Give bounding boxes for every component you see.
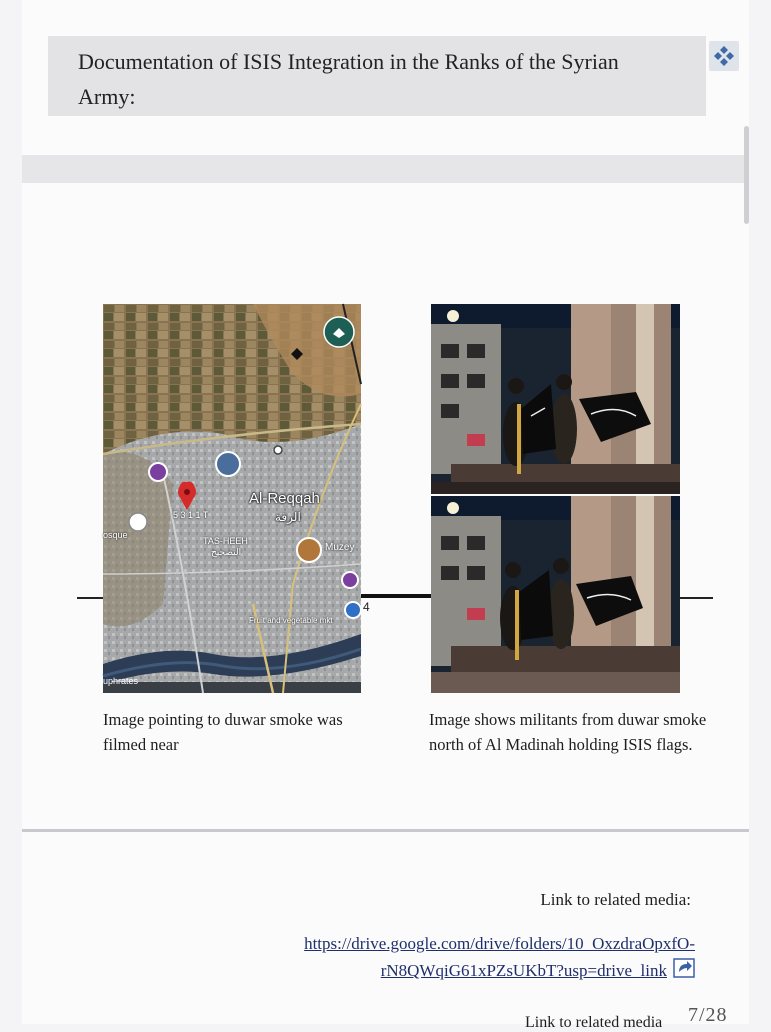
photo-frame-top: [431, 304, 680, 494]
photo-image: [431, 304, 680, 693]
map-label-place4: 5 3 1 1 T: [173, 510, 209, 520]
cut-off-text: Link to related media: [525, 1014, 663, 1031]
link-arrow-icon[interactable]: [673, 958, 695, 986]
connector-line-middle: [360, 594, 432, 598]
media-label: Link to related media:: [540, 890, 691, 909]
media-link[interactable]: [304, 930, 695, 986]
media-link-line1[interactable]: https://drive.google.com/drive/folders/10_OxzdraOpxfO-: [304, 934, 695, 953]
page-title: Documentation of ISIS Integration in the Ranks of the Syrian Army:: [78, 49, 619, 109]
media-link-line2-wrap[interactable]: [304, 957, 695, 986]
connector-line-left: [77, 597, 103, 599]
map-label-place1-ar: التصحيح: [211, 548, 242, 558]
section-band: [22, 155, 744, 183]
diamond-icon[interactable]: [709, 41, 739, 71]
page-indicator: 7/28: [688, 1004, 728, 1026]
map-label-place1: TAS-HEEH: [203, 536, 248, 546]
caption-right: Image shows militants from duwar smoke north of Al Madinah holding ISIS flags.: [429, 710, 707, 754]
map-label-place3: Fruit and vegetable mkt: [249, 616, 333, 625]
map-label-road: 4: [363, 600, 370, 614]
map-label-river: uphrates: [103, 676, 139, 686]
map-image: [103, 304, 370, 693]
scrollbar[interactable]: [744, 126, 749, 224]
map-label-place2: Muzey: [325, 542, 355, 553]
map-label-mosque: osque: [103, 530, 128, 540]
section-divider: [22, 829, 749, 832]
map-label-city: Al-Reqqah: [249, 490, 320, 507]
marker-icon: [149, 463, 167, 481]
map-label-city-ar: الرقة: [275, 510, 301, 524]
caption-left: Image pointing to duwar smoke was filmed near: [103, 710, 343, 754]
media-link-line2[interactable]: rN8QWqiG61xPZsUKbT?usp=drive_link: [380, 961, 667, 980]
connector-line-right: [680, 597, 713, 599]
photo-frame-bottom: [431, 496, 680, 693]
